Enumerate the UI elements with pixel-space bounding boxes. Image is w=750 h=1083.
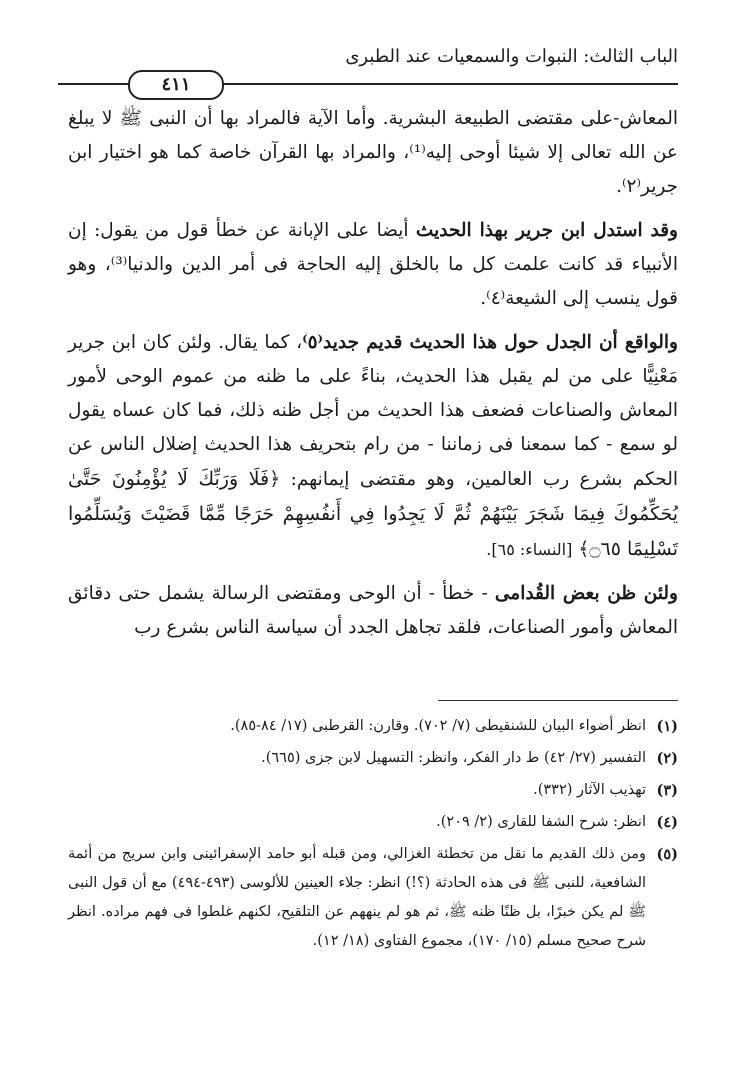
footnotes bbox=[68, 712, 678, 959]
footnote-text: انظر: شرح الشفا للقارى (٢/ ٢٠٩). bbox=[436, 814, 646, 830]
paragraph-4-lead: ولئن ظن بعض القُدامى bbox=[494, 583, 678, 604]
paragraph-4-text: - خطأ - أن الوحى ومقتضى الرسالة يشمل حتى دقائق المعاش وأمور الصناعات، فلقد تجاهل الجدد أن سياسة الناس بشرع رب bbox=[68, 583, 678, 638]
footnote-2 bbox=[68, 744, 678, 773]
footnote-text: التفسير (٢٧/ ٤٢) ط دار الفكر، وانظر: التسهيل لابن جزى (٦٦٥). bbox=[261, 750, 646, 766]
footnote-number: (٥) bbox=[656, 846, 678, 863]
footnote-text: ومن ذلك القديم ما نقل من تخطئة الغزالي، ومن قبله أبو حامد الإسفرائينى وابن سريج من أئمة الشافعية، للنبى ﷺ فى هذه الحادثة (؟!) انظر: جلاء العينين للألوسى (٤٩٣-٤٩٤) مع أن قول النبى ﷺ لم يكن خبرًا، بل ظنًا ظنه ﷺ، ثم هو لم ينههم عن التلقيح، لكنهم غلطوا فى فهم مراده. انظر شرح صحيح مسلم (١٥/ ١٧٠)، مجموع الفتاوى (١٨/ ١٢). bbox=[68, 846, 647, 949]
footnote-5 bbox=[68, 840, 678, 956]
page-number: ٤١١ bbox=[128, 70, 224, 100]
footnote-3 bbox=[68, 776, 678, 805]
verse-reference: [النساء: ٦٥]. bbox=[486, 540, 573, 559]
paragraph-2-text: أيضا على الإبانة عن خطأ قول من يقول: إن الأنبياء قد كانت علمت كل ما بالخلق إليه الحاجة فى أمر الدين والدنيا⁽³⁾، وهو قول ينسب إلى الشيعة⁽٤⁾. bbox=[68, 220, 678, 309]
footnote-number: (٤) bbox=[656, 814, 678, 831]
footnote-rule bbox=[438, 700, 678, 701]
quran-verse: ﴿فَلَا وَرَبِّكَ لَا يُؤْمِنُونَ حَتَّىٰ يُحَكِّمُوكَ فِيمَا شَجَرَ بَيْنَهُمْ ثُمَّ لَا يَجِدُوا فِي أَنفُسِهِمْ حَرَجًا مِّمَّا قَضَيْتَ وَيُسَلِّمُوا تَسْلِيمًا ۝٦٥﴾ bbox=[68, 468, 678, 560]
footnote-number: (٣) bbox=[656, 782, 678, 799]
paragraph-2 bbox=[68, 214, 678, 316]
paragraph-3-text: ، كما يقال. ولئن كان ابن جرير مَعْنِيًّا على من لم يقبل هذا الحديث، بناءً على ما ظنه من عموم الوحى لأمور المعاش والصناعات فضعف هذا الحديث من أجل ظنه ذلك، فما كان عساه يقول لو سمع - كما سمعنا فى زماننا - من رام بتحريف هذا الحديث إضلال الناس عن الحكم بشرع رب العالمين، وهو مقتضى إيمانهم: bbox=[68, 332, 678, 490]
footnote-number: (١) bbox=[656, 718, 678, 735]
paragraph-3-lead: والواقع أن الجدل حول هذا الحديث قديم جديد⁽٥⁾ bbox=[302, 332, 678, 353]
paragraph-2-lead: وقد استدل ابن جرير بهذا الحديث bbox=[415, 220, 678, 241]
paragraph-3 bbox=[68, 326, 678, 567]
footnote-1 bbox=[68, 712, 678, 741]
footnote-4 bbox=[68, 808, 678, 837]
footnote-text: انظر أضواء البيان للشنقيطى (٧/ ٧٠٢). وقارن: القرطبى (١٧/ ٨٤-٨٥). bbox=[230, 718, 646, 734]
paragraph-4 bbox=[68, 577, 678, 645]
footnote-number: (٢) bbox=[656, 750, 678, 767]
main-text bbox=[68, 102, 678, 655]
paragraph-1: المعاش-على مقتضى الطبيعة البشرية. وأما الآية فالمراد بها أن النبى ﷺ لا يبلغ عن الله تعالى إلا شيئا أوحى إليه⁽¹⁾، والمراد بها القرآن خاصة كما هو اختيار ابن جرير⁽٢⁾. bbox=[68, 108, 678, 197]
footnote-text: تهذيب الآثار (٣٣٢). bbox=[533, 782, 646, 798]
chapter-header: الباب الثالث: النبوات والسمعيات عند الطبرى bbox=[345, 46, 678, 67]
